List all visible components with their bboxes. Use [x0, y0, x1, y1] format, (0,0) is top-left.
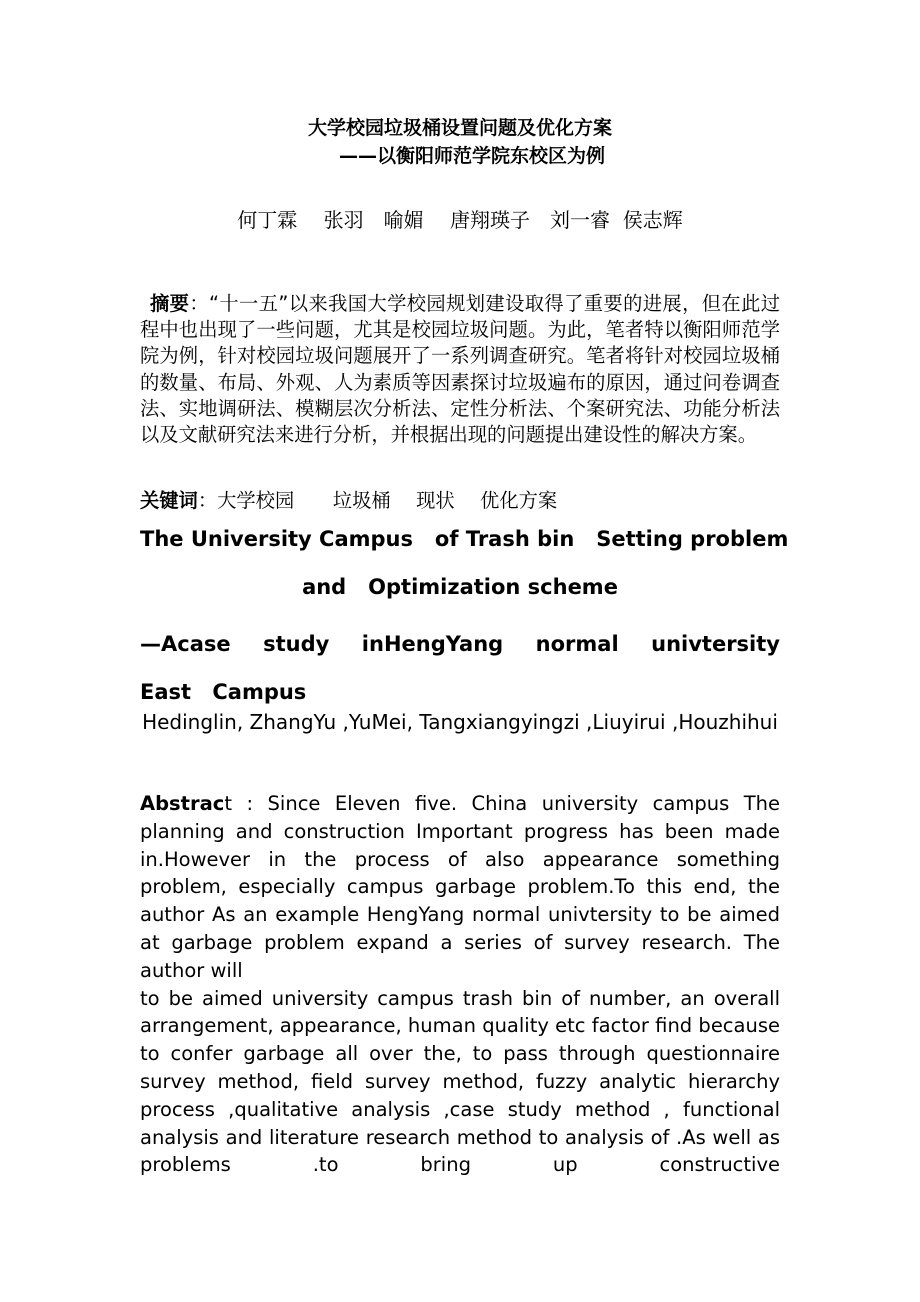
paper-subtitle-en: —Acase study inHengYang normal univtersity East Campus [140, 632, 780, 704]
abstract-cn [140, 291, 780, 448]
keywords-cn [140, 488, 780, 514]
abstract-text-cn: “十一五”以来我国大学校园规划建设取得了重要的进展，但在此过程中也出现了一些问题，尤其是校园垃圾问题。为此，笔者特以衡阳师范学院为例，针对校园垃圾问题展开了一系列调查研究。笔者将针对校园垃圾桶的数量、布局、外观、人为素质等因素探讨垃圾遍布的原因，通过问卷调查法、实地调研法、模糊层次分析法、定性分析法、个案研究法、功能分析法以及文献研究法来进行分析，并根据出现的问题提出建设性的解决方案。 [140, 292, 781, 447]
paper-title-cn: 大学校园垃圾桶设置问题及优化方案 [307, 117, 612, 139]
abstract-label-cn: 摘要 [150, 292, 190, 315]
abstract-text-en-1: : Since Eleven five. China university campus The planning and construction Important progress has been made in.However in the process of also appearance something problem, especially campus garbage problem.To this end, the author As an example HengYang normal univtersity to be aimed at garbage problem expand a series of survey research. The author will [140, 792, 780, 982]
paper-subtitle-cn: ——以衡阳师范学院东校区为例 [338, 145, 605, 167]
abstract-label-en: Abstrac [140, 792, 225, 815]
abstract-label-en-tail: t [224, 792, 232, 815]
abstract-en-paragraph-2: to be aimed university campus trash bin of number, an overall arrangement, appearance, human quality etc factor find because to confer garbage all over the, to pass through questionnaire survey method, field survey method, fuzzy analytic hierarchy process ,qualitative analysis ,case study method , functional analysis and literature research method to analysis of .As well as problems .to bring up constructive [140, 986, 780, 1177]
abstract-en [140, 790, 780, 1179]
paper-title-en-line1: The University Campus of Trash bin Setting problem [140, 527, 789, 551]
abstract-separator-cn: ： [189, 292, 210, 315]
paper-title-en-line2: and Optimization scheme [302, 575, 618, 599]
author-list-en: Hedinglin, ZhangYu ,YuMei, Tangxiangyingzi ,Liuyirui ,Houzhihui [142, 710, 778, 734]
abstract-en-paragraph-1 [140, 790, 780, 985]
keywords-text-cn: ：大学校园 垃圾桶 现状 优化方案 [197, 489, 558, 512]
keywords-label-cn: 关键词 [140, 489, 198, 512]
author-list-cn: 何丁霖 张羽 喻媚 唐翔瑛子 刘一睿 侯志辉 [237, 208, 683, 232]
